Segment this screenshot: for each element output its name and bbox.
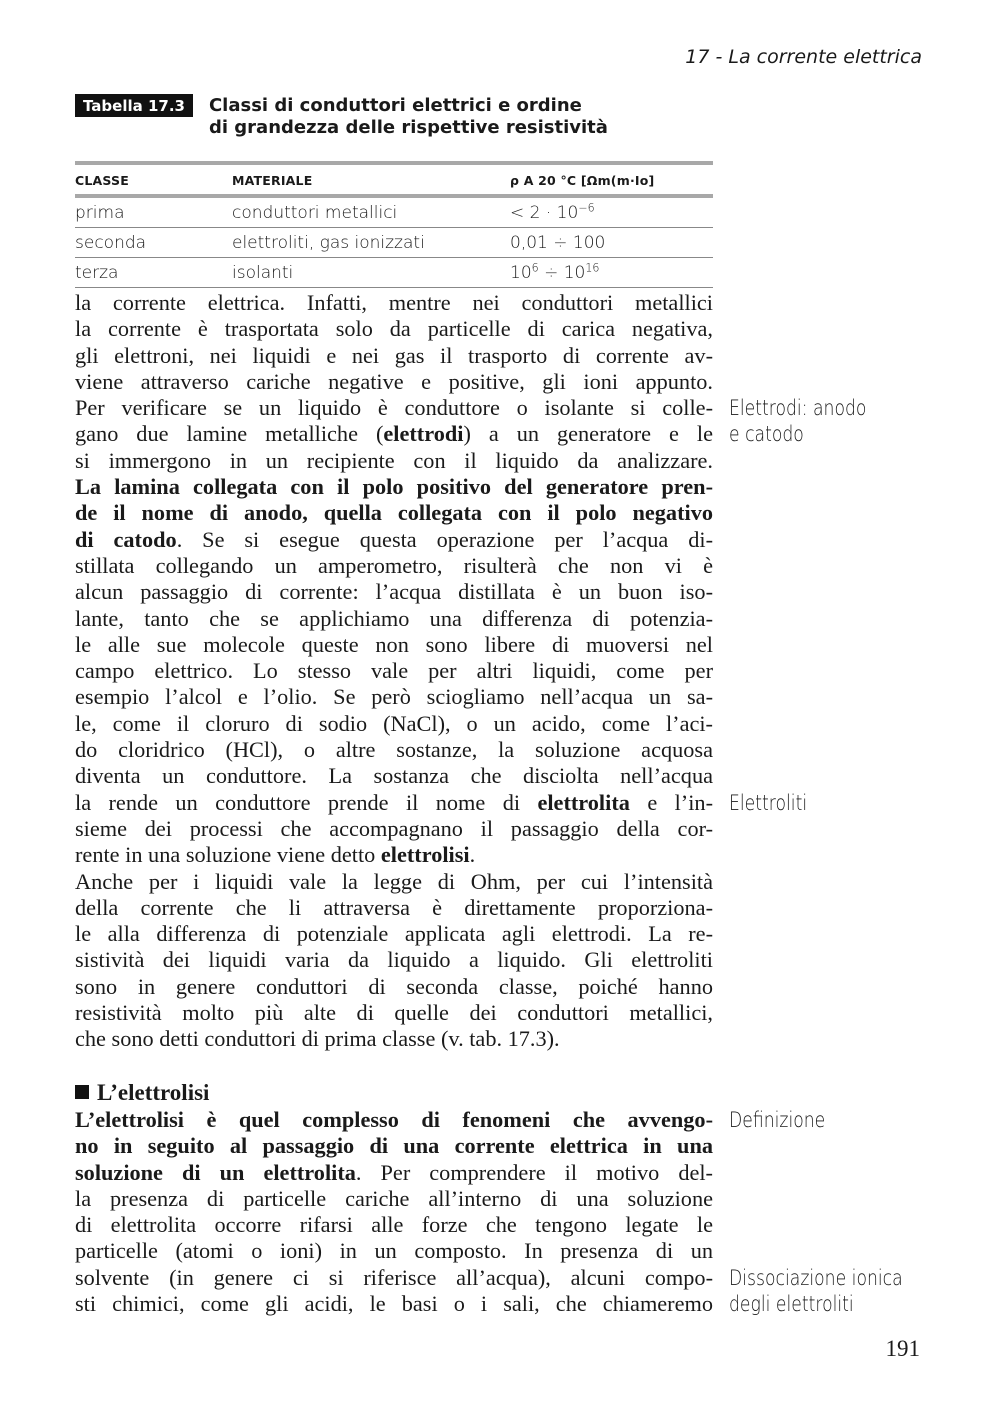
text-line: lante, tanto che se applichiamo una differenza di potenzia- [75,605,713,631]
text-line: do cloridrico (HCl), o altre sostanze, la soluzione acquosa [75,737,713,763]
text-line: gano due lamine metalliche (elettrodi) a un generatore e le [75,421,713,447]
term-elettrodi: elettrodi [383,421,464,447]
header-resistivita: ρ A 20 °C [Ωm(m·Io] [510,172,655,188]
cell-resistivita: < $2 \cdot 10^{-6}$ [510,196,713,228]
text-line: gli elettroni, nei liquidi e nei gas il trasporto di corrente av- [75,342,713,368]
text-line: viene attraverso cariche negative e positive, gli ioni appunto. [75,368,713,394]
text-line: sieme dei processi che accompagnano il passaggio della cor- [75,815,713,841]
text-line: della corrente che li attraversa è direttamente proporziona- [75,894,713,920]
text-line: Per verificare se un liquido è conduttore o isolante si colle- [75,395,713,421]
text-line-bold: L’elettrolisi è quel complesso di fenomeni che avvengo- [75,1107,713,1132]
table-block [75,94,713,288]
text-line-bold: de il nome di anodo, quella collegata con il polo negativo [75,500,713,526]
cell-classe: prima [75,196,232,228]
text-line: particelle (atomi o ioni) in un composto. In presenza di un [75,1238,713,1264]
text-line: resistività molto più alte di quelle dei conduttori metallici, [75,1000,713,1026]
text-line: che sono detti conduttori di prima classe (v. tab. 17.3). [75,1026,560,1052]
cell-materiale: conduttori metallici [232,196,510,228]
cell-resistivita: 0,01 ÷ 100 [510,228,713,258]
text-line: le alle sue molecole queste non sono libere di muoversi nel [75,631,713,657]
text-line: soluzione di un elettrolita. Per comprendere il motivo del- [75,1159,713,1185]
running-header: 17 - La corrente elettrica [685,46,922,68]
text-line: la corrente elettrica. Infatti, mentre nei conduttori metallici [75,290,713,315]
table-title-line: di grandezza delle rispettive resistività [208,117,608,138]
table-row [75,228,713,258]
table-header-row [75,163,713,196]
section-title: L’elettrolisi [75,1079,209,1107]
text-line: Anche per i liquidi vale la legge di Ohm, per cui l’intensità [75,868,713,894]
term-elettrolita: elettrolita [537,789,630,815]
text-line: di catodo. Se si esegue questa operazione per l’acqua di- [75,526,714,552]
text-line: la rende un conduttore prende il nome di elettrolita e l’in- [75,789,714,815]
text-line: le, come il cloruro di sodio (NaCl), o un acido, come l’aci- [75,710,713,736]
text-line-bold: no in seguito al passaggio di una corrente elettrica in una [75,1133,713,1159]
text-line: la presenza di particelle cariche all’interno di una soluzione [75,1185,713,1211]
margin-note-dissociazione: Dissociazione ionica degli elettroliti [729,1266,903,1316]
text-line: campo elettrico. Lo stesso vale per altri liquidi, come per [75,658,713,684]
text-line-bold: La lamina collegata con il polo positivo del generatore pren- [75,474,713,500]
page-number: 191 [885,1336,920,1361]
text-line: le alla differenza di potenziale applicata agli elettrodi. La re- [75,921,713,947]
table-tag: Tabella 17.3 [75,94,193,117]
table-caption [75,94,713,139]
table-row [75,258,713,288]
text-line: la corrente è trasportata solo da particelle di carica negativa, [75,316,713,342]
paragraph-elettrolisi [75,1107,713,1317]
square-bullet-icon [75,1085,89,1099]
text-line: di elettrolita occorre rifarsi alle forze che tengono legate le [75,1212,713,1238]
header-classe: CLASSE [75,172,129,188]
text-line: alcun passaggio di corrente: l’acqua distillata è un buon iso- [75,579,713,605]
margin-note-elettrodi: Elettrodi: anodo e catodo [729,396,867,446]
margin-note-definizione: Definizione [729,1108,826,1132]
paragraph-electrolytes [75,290,713,1053]
text-line: sti chimici, come gli acidi, le basi o i sali, che chiameremo [75,1291,713,1317]
table-title-line: Classi di conduttori elettrici e ordine [208,95,582,116]
text-line: sistività dei liquidi varia da liquido a liquido. Gli elettroliti [75,947,713,973]
text-line: rente in una soluzione viene detto elettrolisi. [75,842,476,868]
cell-materiale: isolanti [232,258,510,288]
cell-materiale: elettroliti, gas ionizzati [232,228,510,258]
cell-resistivita: $10^6 \div 10^{16}$ [510,258,713,288]
text-line: esempio l’alcol e l’olio. Se però sciogliamo nell’acqua un sa- [75,684,713,710]
cell-classe: seconda [75,228,232,258]
cell-classe: terza [75,258,232,288]
term-elettrolisi: elettrolisi [380,842,470,868]
resistivity-table [75,161,713,288]
text-line: solvente (in genere ci si riferisce all’acqua), alcuni compo- [75,1264,713,1290]
table-title [209,95,608,139]
text-line: sono in genere conduttori di seconda classe, poiché hanno [75,973,713,999]
text-line: diventa un conduttore. La sostanza che disciolta nell’acqua [75,763,713,789]
margin-note-elettroliti: Elettroliti [729,791,808,815]
text-line: stillata collegando un amperometro, risulterà che non vi è [75,552,713,578]
text-line: si immergono in un recipiente con il liquido da analizzare. [75,447,713,473]
header-materiale: MATERIALE [232,172,313,188]
table-row [75,196,713,228]
